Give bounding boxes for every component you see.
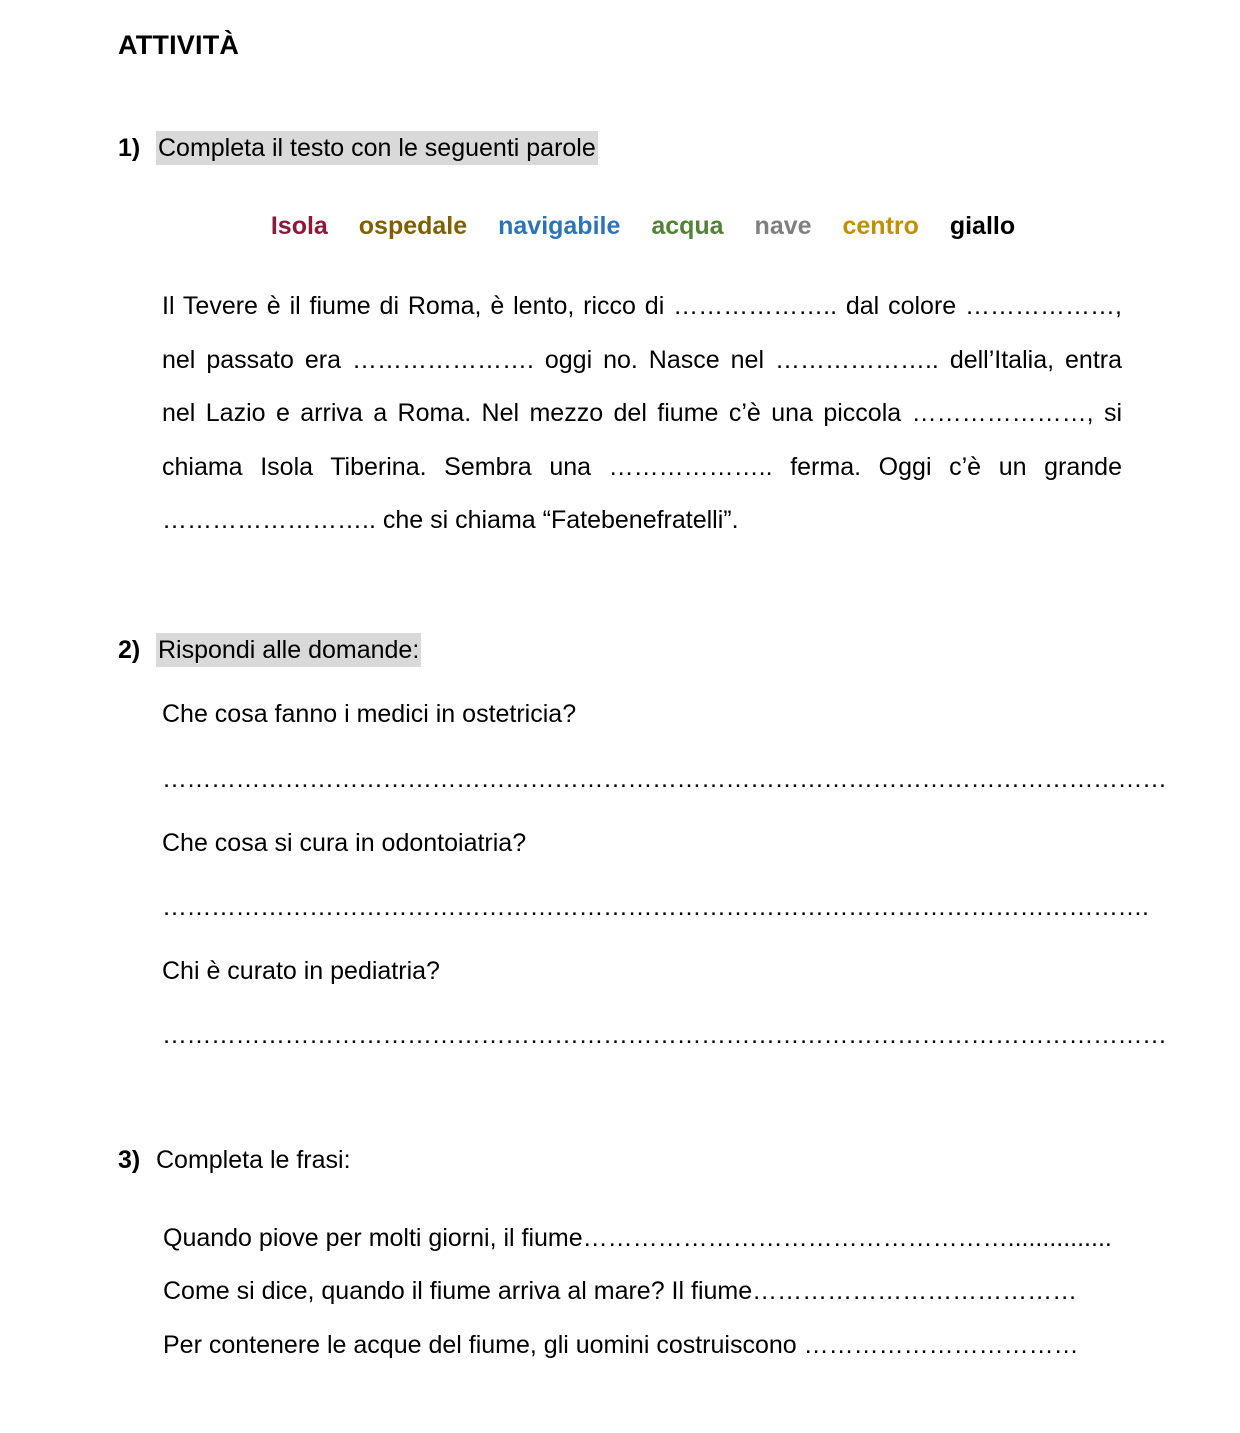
word-bank-item: navigabile (498, 212, 621, 240)
word-bank-item: nave (754, 212, 812, 240)
question-pediatria: Chi è curato in pediatria? (162, 957, 440, 985)
answer-line[interactable]: …………………………………………………………………………………………………………… (162, 1021, 1167, 1049)
section-1-number: 1) (118, 134, 141, 162)
section-1-heading (118, 134, 598, 163)
section-3-number: 3) (118, 1146, 141, 1174)
question-odontoiatria: Che cosa si cura in odontoiatria? (162, 829, 527, 857)
section-2-number: 2) (118, 636, 141, 664)
sentence-completion: Per contenere le acque del fiume, gli uomini costruiscono …………………………… (163, 1331, 1079, 1359)
answer-line[interactable]: …………………………………………………………………………………………………………. (162, 893, 1149, 921)
section-2-heading (118, 636, 421, 665)
word-bank (0, 212, 1240, 241)
word-bank-item: giallo (949, 212, 1016, 240)
sentence-completion: Come si dice, quando il fiume arriva al mare? Il fiume………………………………… (163, 1277, 1078, 1305)
section-3-heading (118, 1146, 351, 1175)
word-bank-item: ospedale (358, 212, 468, 240)
page-title: ATTIVITÀ (118, 30, 240, 60)
word-bank-item: centro (842, 212, 919, 240)
word-bank-item: acqua (651, 212, 724, 240)
section-1-instruction: Completa il testo con le seguenti parole (156, 131, 598, 165)
word-bank-item: Isola (270, 212, 328, 240)
answer-line[interactable]: …………………………………………………………………………………………………………… (162, 765, 1167, 793)
section-3-instruction: Completa le frasi: (156, 1146, 351, 1174)
sentence-completion: Quando piove per molti giorni, il fiume……………………………………………............... (163, 1224, 1112, 1252)
fill-in-passage: Il Tevere è il fiume di Roma, è lento, ricco di ……………….. dal colore ………………, nel passato era …………………. oggi no. Nasce nel ……………….. dell’Italia, entra nel Lazio e arriva a Roma. Nel mezzo del fiume c’è una piccola …………………, si chiama Isola Tiberina. Sembra una ……………….. ferma. Oggi c’è un grande …………………….. che si chiama “Fatebenefratelli”. (162, 292, 1122, 534)
question-ostetricia: Che cosa fanno i medici in ostetricia? (162, 700, 577, 728)
section-2-instruction: Rispondi alle domande: (156, 633, 421, 667)
